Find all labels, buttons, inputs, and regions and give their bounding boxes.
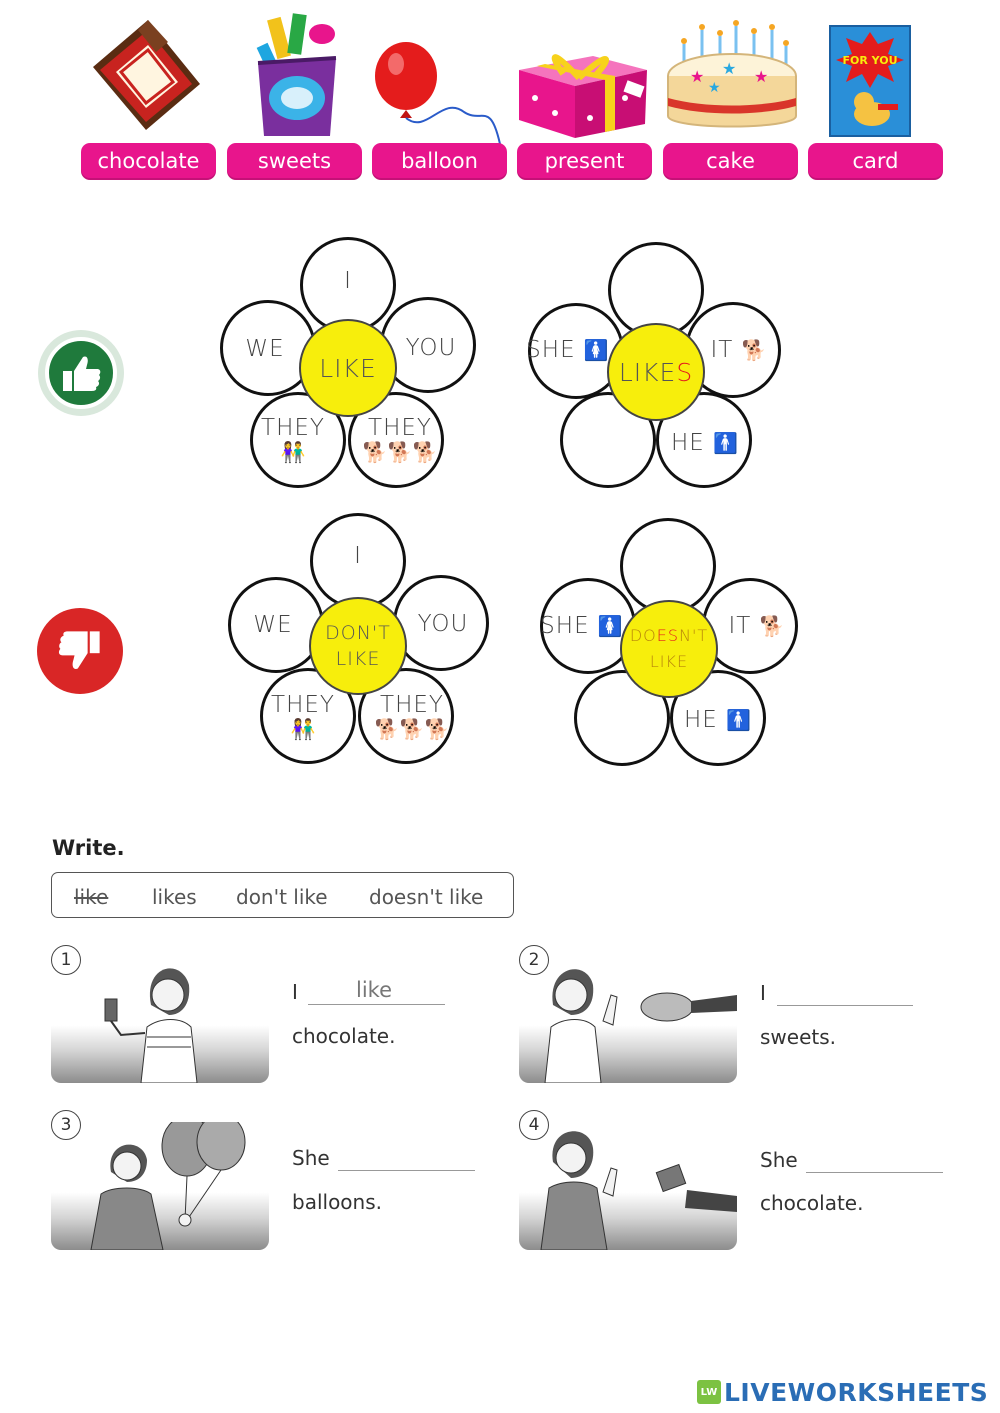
girl-icon: 🚺 — [597, 614, 624, 638]
liveworksheets-brand[interactable]: LIVEWORKSHEETS — [724, 1378, 989, 1407]
petal-label-i: I — [344, 268, 352, 294]
petal-label-we: WE — [245, 336, 285, 362]
flower-center-do: DO — [629, 626, 657, 645]
answer-blank[interactable] — [338, 1144, 475, 1171]
thumbs-down-icon — [56, 627, 104, 675]
exercise-illustration — [519, 1122, 737, 1250]
petal-label-they-animals: THEY — [368, 415, 432, 441]
word-bank-item: doesn't like — [369, 885, 484, 909]
exercise-object: chocolate. — [760, 1191, 864, 1215]
word-bank-item: likes — [152, 885, 197, 909]
petal-label-he-2: HE — [683, 707, 718, 733]
exercise-number: 2 — [519, 945, 549, 975]
petal-label-you: YOU — [405, 335, 457, 361]
dog-icon: 🐕 — [759, 614, 786, 638]
word-bank-item: like — [74, 885, 109, 909]
exercise-illustration — [519, 955, 737, 1083]
thumbs-down-badge — [37, 608, 123, 694]
vocab-label-sweets: sweets — [227, 143, 362, 180]
exercise-illustration — [51, 955, 269, 1083]
exercise-illustration — [51, 1122, 269, 1250]
petal-label-i-2: I — [354, 543, 362, 569]
vocab-label-chocolate: chocolate — [81, 143, 216, 180]
vocab-label-balloon: balloon — [372, 143, 507, 180]
dog-icon: 🐕 — [741, 338, 768, 362]
petal-label-they-2: THEY — [271, 692, 335, 718]
petal-label-it: IT — [710, 337, 734, 363]
thumbs-up-icon — [59, 351, 103, 395]
thumbs-up-badge — [38, 330, 124, 416]
people-icon: 👫 — [290, 717, 316, 741]
girl-icon: 🚺 — [583, 338, 610, 362]
people-icon: 👫 — [280, 440, 306, 464]
dogs-icon: 🐕🐕🐕 — [362, 440, 438, 464]
svg-text:★: ★ — [722, 59, 737, 78]
exercise-object: sweets. — [760, 1025, 837, 1049]
exercise-subject: She — [292, 1146, 330, 1170]
petal-label-it-2: IT — [728, 613, 752, 639]
dogs-icon: 🐕🐕🐕 — [374, 717, 450, 741]
card-text: FOR YOU — [842, 54, 898, 67]
balloon-icon — [372, 40, 507, 145]
flower-center-like-stem: LIKE — [618, 357, 677, 387]
petal-label-we-2: WE — [253, 612, 293, 638]
flower-center-like-2: LIKE — [335, 648, 381, 670]
flower-center-es: ES — [656, 626, 680, 645]
petal-label-he: HE — [670, 430, 705, 456]
vocab-label-cake: cake — [663, 143, 798, 180]
exercise-object: balloons. — [292, 1190, 382, 1214]
boy-icon: 🚹 — [713, 431, 740, 455]
svg-text:★: ★ — [690, 67, 705, 86]
flower-center-like: LIKE — [319, 353, 377, 383]
petal-label-they-animals-2: THEY — [380, 692, 444, 718]
word-bank-item: don't like — [236, 885, 328, 909]
petal-label-they: THEY — [261, 415, 325, 441]
svg-text:★: ★ — [708, 80, 721, 96]
answer-blank[interactable] — [777, 979, 913, 1006]
exercise-number: 4 — [519, 1110, 549, 1140]
boy-icon: 🚹 — [726, 708, 753, 732]
petal-label-she: SHE — [526, 337, 576, 363]
vocab-label-card: card — [808, 143, 943, 180]
exercise-number: 3 — [51, 1110, 81, 1140]
exercise-subject: I — [760, 981, 766, 1005]
cake-icon — [664, 16, 800, 140]
exercise-subject: I — [292, 980, 298, 1004]
answer-text: like — [356, 978, 393, 1002]
exercise-number: 1 — [51, 945, 81, 975]
petal-label-you-2: YOU — [417, 611, 469, 637]
flower-center-dont: DON'T — [325, 622, 391, 644]
chocolate-icon — [88, 12, 208, 137]
word-bank — [51, 872, 514, 918]
flower-center-s-suffix: S — [676, 357, 694, 387]
card-icon — [828, 24, 912, 138]
present-icon — [515, 48, 650, 140]
answer-blank[interactable] — [806, 1146, 943, 1173]
petal-label-she-2: SHE — [540, 613, 590, 639]
vocab-label-present: present — [517, 143, 652, 180]
exercise-subject: She — [760, 1148, 798, 1172]
flower-center-like-3: LIKE — [649, 652, 689, 671]
svg-text:★: ★ — [754, 67, 769, 86]
liveworksheets-logo: LW — [697, 1380, 721, 1404]
sweets-icon — [250, 8, 345, 140]
exercise-object: chocolate. — [292, 1024, 396, 1048]
flower-center-nt: N'T — [679, 626, 709, 645]
write-title: Write. — [52, 836, 125, 860]
